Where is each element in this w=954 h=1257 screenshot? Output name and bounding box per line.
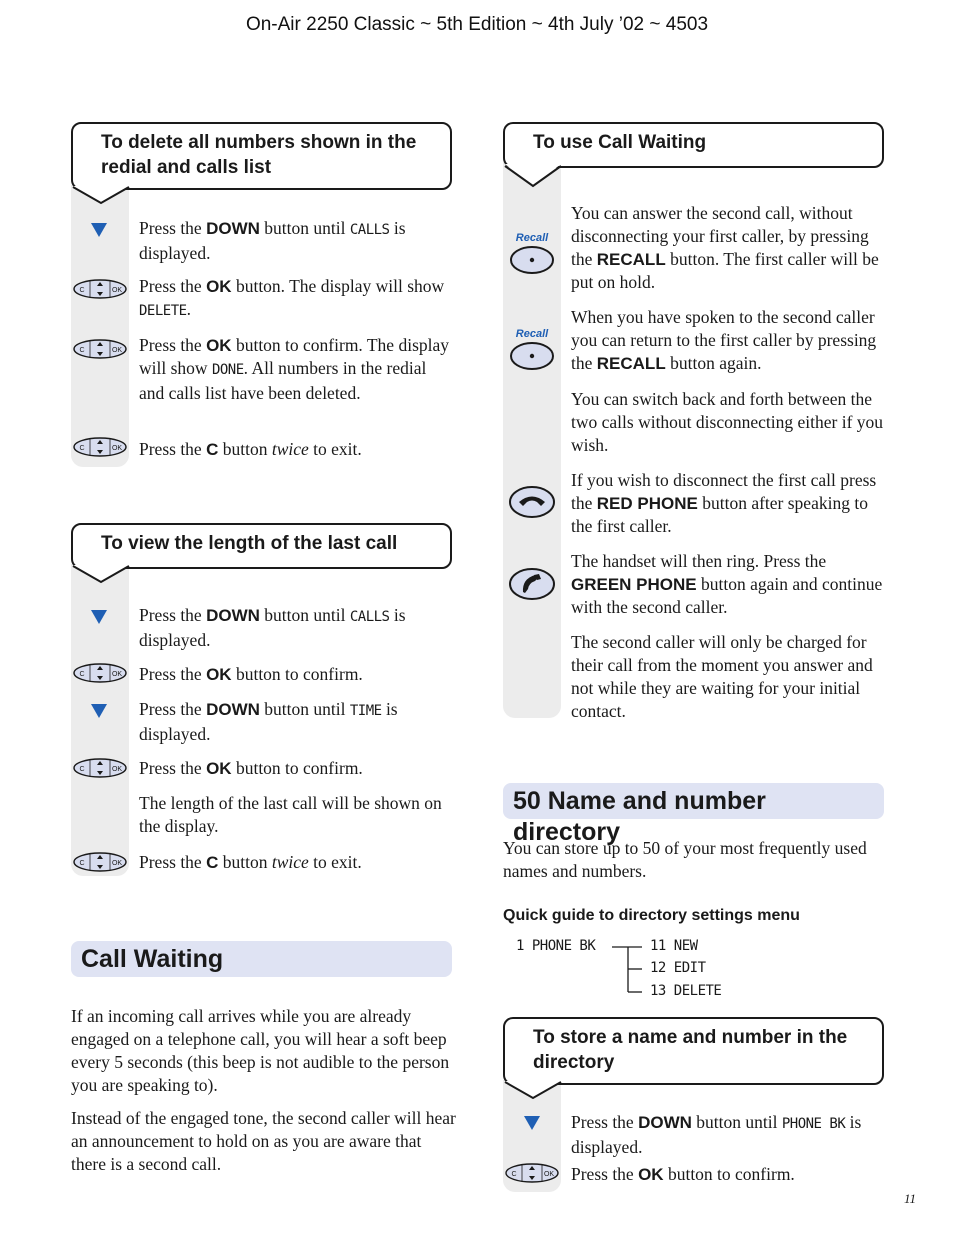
length-step-6: Press the C button twice to exit.	[139, 852, 362, 872]
length-step-2: Press the OK button to confirm.	[139, 664, 363, 684]
menu-item-delete: 13 DELETE	[650, 983, 722, 999]
delete-box-title: To delete all numbers shown in the redial and calls list	[71, 122, 452, 190]
title-pointer	[503, 164, 563, 188]
c-ok-navigation-key-icon	[72, 338, 128, 365]
svg-text:OK: OK	[111, 766, 123, 773]
cw-step-2: When you have spoken to the second caller you can return to the first caller by pressing the RECALL button again.	[571, 307, 877, 373]
c-ok-navigation-key-icon	[72, 278, 128, 305]
menu-root: 1 PHONE BK	[516, 938, 596, 954]
menu-item-new: 11 NEW	[650, 938, 698, 954]
c-ok-navigation-key-icon	[504, 1162, 560, 1189]
c-ok-navigation-key-icon	[72, 757, 128, 784]
length-box-title: To view the length of the last call	[71, 523, 452, 569]
title-pointer	[503, 1081, 563, 1101]
delete-step-2: Press the OK button. The display will show DELETE.	[139, 276, 445, 319]
delete-step-3: Press the OK button to confirm. The display will show DONE. All numbers in the redial and calls list have been deleted.	[139, 335, 450, 403]
menu-item-edit: 12 EDIT	[650, 960, 706, 976]
store-step-2: Press the OK button to confirm.	[571, 1164, 795, 1184]
c-ok-navigation-key-icon	[72, 662, 128, 689]
c-ok-navigation-key-icon	[72, 436, 128, 463]
page-number: 11	[903, 1191, 916, 1206]
directory-intro: You can store up to 50 of your most frequently used names and numbers.	[503, 838, 867, 881]
menu-connector-lines	[612, 936, 648, 1006]
svg-text:OK: OK	[111, 287, 123, 294]
down-arrow-icon	[91, 223, 107, 242]
svg-text:C: C	[79, 445, 85, 452]
recall-button-icon: Recall	[509, 328, 555, 376]
down-arrow-icon	[91, 704, 107, 723]
svg-text:OK: OK	[111, 671, 123, 678]
svg-text:C: C	[511, 1171, 517, 1178]
call-waiting-para-1: If an incoming call arrives while you are already engaged on a telephone call, you will hear a soft beep every 5 seconds (this beep is not audible to the person you are speaking to).	[71, 1006, 450, 1095]
green-phone-icon	[508, 567, 556, 606]
length-step-5: The length of the last call will be shown on the display.	[139, 793, 442, 836]
quick-guide-heading: Quick guide to directory settings menu	[503, 907, 800, 924]
svg-text:OK: OK	[111, 860, 123, 867]
use-call-waiting-title: To use Call Waiting	[503, 122, 884, 168]
title-pointer	[71, 565, 131, 585]
store-box-title: To store a name and number in the directory	[503, 1017, 884, 1085]
cw-step-5: The handset will then ring. Press the GREEN PHONE button again and continue with the second caller.	[571, 551, 883, 617]
svg-text:C: C	[79, 766, 85, 773]
delete-step-1: Press the DOWN button until CALLS is displayed.	[139, 218, 406, 263]
length-step-1: Press the DOWN button until CALLS is displayed.	[139, 605, 406, 650]
call-waiting-heading: Call Waiting	[71, 941, 452, 977]
store-step-1: Press the DOWN button until PHONE BK is displayed.	[571, 1112, 862, 1157]
cw-step-4: If you wish to disconnect the first call press the RED PHONE button after speaking to the first caller.	[571, 470, 877, 536]
c-ok-navigation-key-icon	[72, 851, 128, 878]
svg-text:C: C	[79, 860, 85, 867]
page-header: On-Air 2250 Classic ~ 5th Edition ~ 4th July ’02 ~ 4503	[245, 14, 709, 35]
call-waiting-para-2: Instead of the engaged tone, the second caller will hear an announcement to hold on as you are aware that there is a second call.	[71, 1108, 456, 1174]
length-step-3: Press the DOWN button until TIME is displayed.	[139, 699, 398, 744]
title-pointer	[71, 186, 131, 206]
svg-text:C: C	[79, 347, 85, 354]
down-arrow-icon	[524, 1116, 540, 1135]
red-phone-icon	[508, 485, 556, 524]
svg-text:C: C	[79, 287, 85, 294]
recall-button-icon: Recall	[509, 232, 555, 280]
directory-menu-tree	[516, 936, 776, 1008]
cw-step-6: The second caller will only be charged for their call from the moment you answer and not while they are waiting for your initial contact.	[571, 632, 873, 721]
down-arrow-icon	[91, 610, 107, 629]
length-step-4: Press the OK button to confirm.	[139, 758, 363, 778]
cw-step-3: You can switch back and forth between the two calls without disconnecting either if you wish.	[571, 389, 884, 455]
directory-heading: 50 Name and number directory	[503, 783, 884, 819]
svg-text:OK: OK	[111, 445, 123, 452]
svg-text:C: C	[79, 671, 85, 678]
cw-step-1: You can answer the second call, without disconnecting your first caller, by pressing the RECALL button. The first caller will be put on hold.	[571, 203, 879, 292]
svg-text:OK: OK	[543, 1171, 555, 1178]
delete-step-4: Press the C button twice to exit.	[139, 439, 362, 459]
svg-text:OK: OK	[111, 347, 123, 354]
